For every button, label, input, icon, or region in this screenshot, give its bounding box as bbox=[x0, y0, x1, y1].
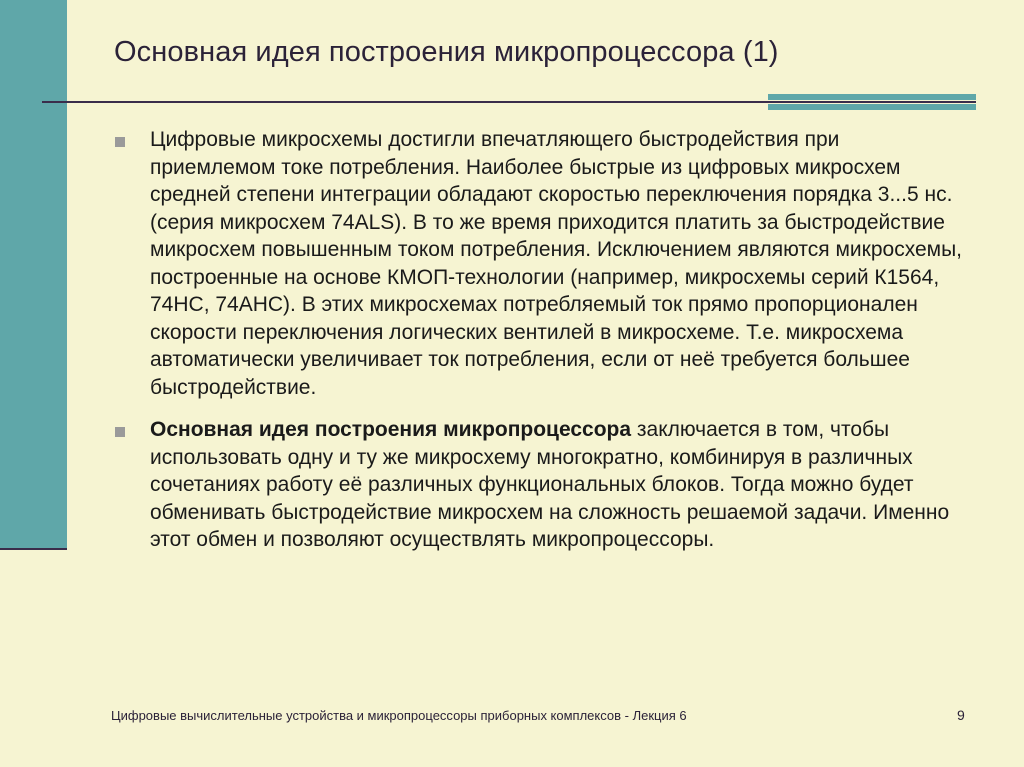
bullet-bold-lead: Основная идея построения микропроцессора bbox=[150, 418, 632, 441]
footer-caption: Цифровые вычислительные устройства и микропроцессоры приборных комплексов - Лекция 6 bbox=[111, 708, 687, 723]
bullet-text: Цифровые микросхемы достигли впечатляющего быстродействия при приемлемом токе потребления. Наиболее быстрые из цифровых микросхем средней степени интеграции обладают скоростью переключения порядка 3...5 нс. (серия микросхем 74ALS). В то же время приходится платить за быстродействие микросхем повышенным током потребления. Исключением являются микросхемы, построенные на основе КМОП-технологии (например, микросхемы серий К1564, 74НС, 74АНС). В этих микросхемах потребляемый ток прямо пропорционален скорости переключения логических вентилей в микросхеме. Т.е. микросхема автоматически увеличивает ток потребления, если от неё требуется большее быстродействие. bbox=[150, 128, 962, 399]
accent-bar-top bbox=[768, 94, 976, 100]
bullet-list bbox=[110, 126, 970, 569]
slide-title: Основная идея построения микропроцессора (1) bbox=[114, 36, 779, 68]
bullet-text: заключается в том, чтобы использовать одну и ту же микросхему многократно, комбинируя в различных сочетаниях работу её различных функциональных блоков. Тогда можно будет обменивать быстродействие микросхем на сложность решаемой задачи. Именно этот обмен и позволяют осуществлять микропроцессоры. bbox=[150, 418, 950, 551]
left-band-divider bbox=[0, 548, 67, 550]
bullet-item-1 bbox=[110, 126, 970, 401]
bullet-text-container bbox=[150, 416, 970, 554]
square-bullet-icon bbox=[115, 427, 125, 437]
accent-bar-bottom bbox=[768, 104, 976, 110]
left-accent-band bbox=[0, 0, 67, 548]
title-divider bbox=[42, 101, 976, 103]
bullet-item-2 bbox=[110, 416, 970, 554]
square-bullet-icon bbox=[115, 137, 125, 147]
page-number: 9 bbox=[957, 707, 965, 723]
